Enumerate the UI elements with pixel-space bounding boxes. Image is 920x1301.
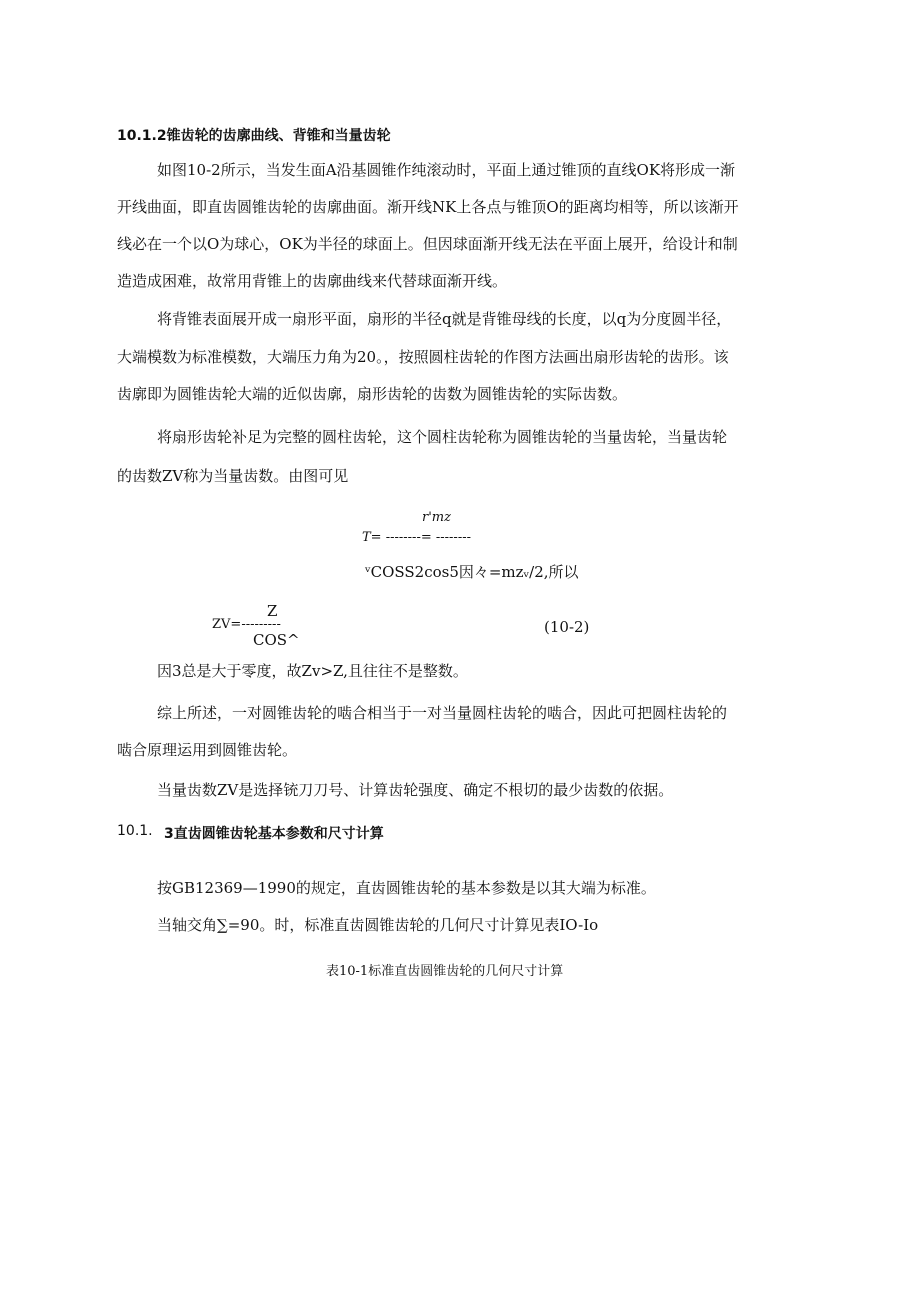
text-line: 将背锥表面展开成一扇形平面，扇形的半径q就是背锥母线的长度，以q为分度圆半径， [157, 310, 732, 328]
section-heading: 10.1.2锥齿轮的齿廓曲线、背锥和当量齿轮 [117, 128, 391, 144]
table-caption: 表10-1标准直齿圆锥齿轮的几何尺寸计算 [326, 964, 564, 979]
text-line: 综上所述，一对圆锥齿轮的啮合相当于一对当量圆柱齿轮的啮合，因此可把圆柱齿轮的 [157, 704, 728, 722]
formula-numerator: r'mz [422, 510, 451, 525]
formula-denominator: ᵛCOSS2cos5因々=mzᵥ/2,所以 [365, 563, 579, 581]
text-line: 当轴交角∑=90。时，标准直齿圆锥齿轮的几何尺寸计算见表IO-Io [157, 916, 599, 934]
text-line: 齿廓即为圆锥齿轮大端的近似齿廓，扇形齿轮的齿数为圆锥齿轮的实际齿数。 [117, 385, 628, 403]
formula-fraction-line: T= --------= -------- [362, 530, 472, 545]
formula-lhs: ZV=--------- [212, 617, 281, 632]
section-heading-number: 10.1. [117, 823, 153, 839]
formula-numerator: Z [267, 602, 278, 620]
text-line: 线必在一个以O为球心，OK为半径的球面上。但因球面渐开线无法在平面上展开，给设计和制 [117, 235, 738, 253]
text-line: 造造成困难，故常用背锥上的齿廓曲线来代替球面渐开线。 [117, 272, 508, 290]
text-line: 当量齿数ZV是选择铳刀刀号、计算齿轮强度、确定不根切的最少齿数的依据。 [157, 781, 674, 799]
equation-number: (10-2) [544, 618, 590, 636]
text-line: 开线曲面，即直齿圆锥齿轮的齿廓曲面。渐开线NK上各点与锥顶O的距离均相等，所以该渐开 [117, 198, 739, 216]
text-line: 大端模数为标准模数，大端压力角为20。，按照圆柱齿轮的作图方法画出扇形齿轮的齿形。该 [117, 348, 729, 366]
section-heading: 3直齿圆锥齿轮基本参数和尺寸计算 [164, 826, 384, 842]
text-line: 按GB12369—1990的规定，直齿圆锥齿轮的基本参数是以其大端为标准。 [157, 879, 656, 897]
formula-denominator: COS^ [253, 631, 300, 649]
text-line: 如图10-2所示，当发生面A沿基圆锥作纯滚动时，平面上通过锥顶的直线OK将形成一渐 [157, 161, 736, 179]
text-line: 啮合原理运用到圆锥齿轮。 [117, 741, 298, 759]
text-line: 的齿数ZV称为当量齿数。由图可见 [117, 467, 349, 485]
text-line: 因3总是大于零度，故Zv>Z,且往往不是整数。 [157, 662, 468, 680]
text-line: 将扇形齿轮补足为完整的圆柱齿轮，这个圆柱齿轮称为圆锥齿轮的当量齿轮，当量齿轮 [157, 428, 728, 446]
